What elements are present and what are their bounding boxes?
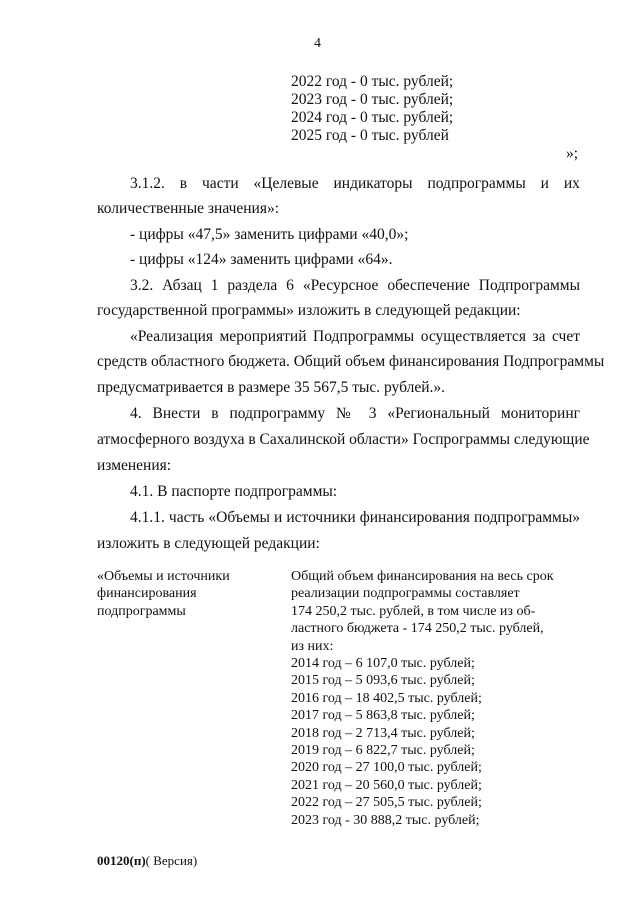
document-version: ( Версия) xyxy=(145,853,198,868)
document-footer xyxy=(97,853,197,869)
table-label-line: подпрограммы xyxy=(97,603,186,619)
bullet-item: - цифры «124» заменить цифрами «64». xyxy=(130,251,393,268)
table-value-line: 2019 год – 6 822,7 тыс. рублей; xyxy=(291,743,475,759)
table-value-line: 2018 год – 2 713,4 тыс. рублей; xyxy=(291,725,475,741)
word: их xyxy=(563,175,580,192)
table-label-cell xyxy=(97,568,277,620)
table-value-cell xyxy=(291,568,591,829)
schedule-line: 2024 год - 0 тыс. рублей; xyxy=(291,109,454,126)
table-value-line: 2022 год – 27 505,5 тыс. рублей; xyxy=(291,795,482,811)
word: индикаторы xyxy=(333,175,413,192)
paragraph-411-line2: изложить в следующей редакции: xyxy=(97,535,320,552)
table-value-line: ластного бюджета - 174 250,2 тыс. рублей, xyxy=(291,621,544,637)
table-value-line: 2017 год – 5 863,8 тыс. рублей; xyxy=(291,708,475,724)
document-code: 00120(п) xyxy=(97,853,146,868)
paragraph-4-line3: изменения: xyxy=(97,457,172,474)
quote-line3: предусматривается в размере 35 567,5 тыс. рублей.». xyxy=(97,379,446,396)
word: в xyxy=(179,175,188,192)
quote-line1: «Реализация мероприятий Подпрограммы осуществляется за счет xyxy=(130,328,580,345)
closing-quote: »; xyxy=(566,145,579,162)
word: 3.1.2. xyxy=(130,175,165,192)
paragraph-4-line1: 4. Внести в подпрограмму № 3 «Региональный мониторинг xyxy=(130,405,580,422)
table-value-line: из них: xyxy=(291,638,334,654)
paragraph-32-line1: 3.2. Абзац 1 раздела 6 «Ресурсное обеспечение Подпрограммы xyxy=(130,277,580,294)
table-value-line: реализации подпрограммы составляет xyxy=(291,586,520,602)
table-value-line: 2021 год – 20 560,0 тыс. рублей; xyxy=(291,777,482,793)
paragraph-312-line2: количественные значения»: xyxy=(97,200,280,217)
bullet-item: - цифры «47,5» заменить цифрами «40,0»; xyxy=(130,226,409,243)
word: части xyxy=(202,175,239,192)
table-value-line: 174 250,2 тыс. рублей, в том числе из об- xyxy=(291,603,536,619)
table-label-line: «Объемы и источники xyxy=(97,569,230,584)
paragraph-411-line1: 4.1.1. часть «Объемы и источники финансирования подпрограммы» xyxy=(130,509,580,526)
table-value-line: 2016 год – 18 402,5 тыс. рублей; xyxy=(291,690,482,706)
paragraph-312-line1 xyxy=(130,175,580,193)
table-value-line: 2020 год – 27 100,0 тыс. рублей; xyxy=(291,760,482,776)
word: подпрограммы xyxy=(427,175,526,192)
page-number: 4 xyxy=(314,36,321,51)
paragraph-32-line2: государственной программы» изложить в следующей редакции: xyxy=(97,302,521,319)
table-label-line: финансирования xyxy=(97,586,197,602)
table-value-line: 2014 год – 6 107,0 тыс. рублей; xyxy=(291,656,475,672)
table-value-line: Общий объем финансирования на весь срок xyxy=(291,569,554,584)
word: и xyxy=(540,175,549,192)
schedule-line: 2022 год - 0 тыс. рублей; xyxy=(291,73,454,90)
word: «Целевые xyxy=(253,175,319,192)
paragraph-41: 4.1. В паспорте подпрограммы: xyxy=(130,483,338,500)
schedule-line: 2025 год - 0 тыс. рублей xyxy=(291,127,449,144)
paragraph-4-line2: атмосферного воздуха в Сахалинской области» Госпрограммы следующие xyxy=(97,431,590,448)
quote-line2: средств областного бюджета. Общий объем финансирования Подпрограммы xyxy=(97,353,605,370)
schedule-line: 2023 год - 0 тыс. рублей; xyxy=(291,91,454,108)
table-value-line: 2015 год – 5 093,6 тыс. рублей; xyxy=(291,673,475,689)
table-value-line: 2023 год - 30 888,2 тыс. рублей; xyxy=(291,812,480,828)
